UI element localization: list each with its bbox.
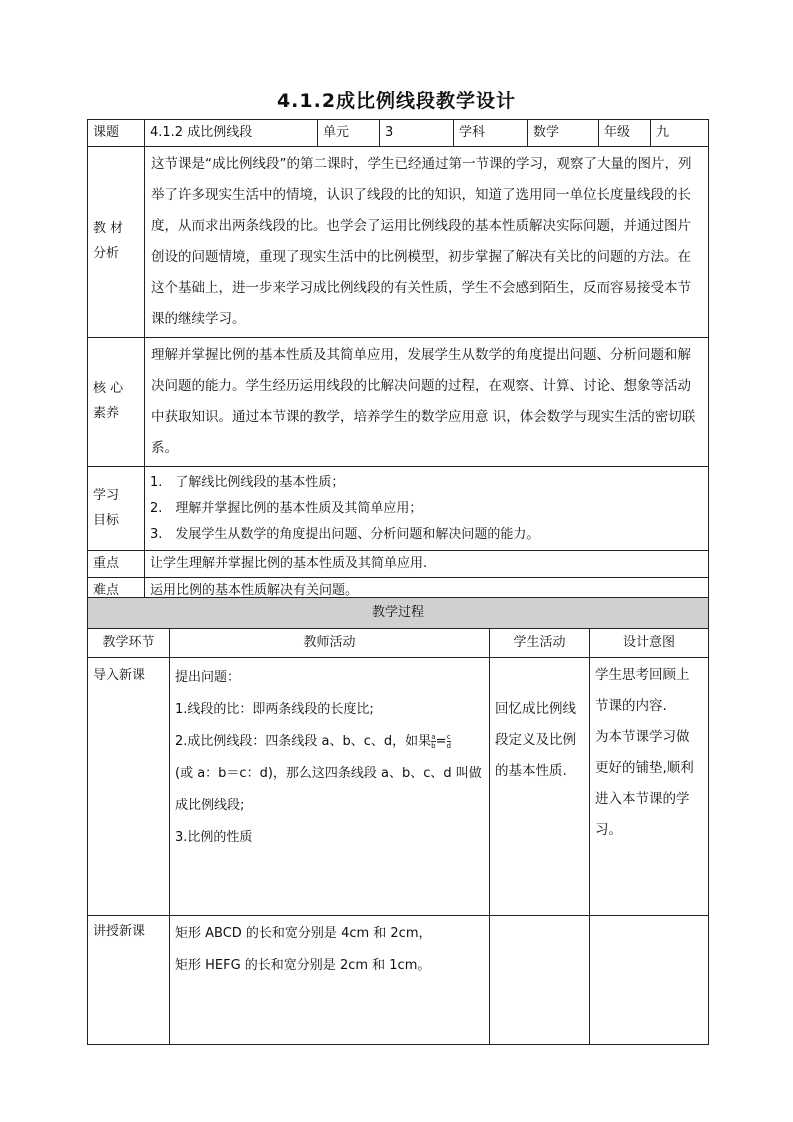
goal-item: 2. 理解并掌握比例的基本性质及其简单应用； bbox=[150, 500, 423, 516]
goal-item: 3. 发展学生从数学的角度提出问题、分析问题和解决问题的能力。 bbox=[150, 526, 540, 542]
intro-teacher-line: 3.比例的性质 bbox=[175, 830, 253, 845]
analysis-label bbox=[88, 147, 145, 338]
intro-stage: 导入新课 bbox=[88, 658, 170, 916]
fraction-denominator: b bbox=[431, 742, 436, 750]
fraction-c-d bbox=[447, 733, 451, 750]
fraction-denominator: d bbox=[446, 742, 451, 750]
fraction-numerator: a bbox=[431, 733, 436, 741]
equals-sign: = bbox=[435, 734, 447, 749]
intro-teacher-line: (或 a：b＝c：d)，那么这四条线段 a、b、c、d 叫做 bbox=[175, 766, 482, 781]
grade-label: 年级 bbox=[599, 120, 651, 147]
new-intent bbox=[590, 916, 709, 1045]
intro-teacher bbox=[170, 658, 490, 916]
literacy-text: 理解并掌握比例的基本性质及其简单应用，发展学生从数学的角度提出问题、分析问题和解决问题的能力。学生经历运用线段的比解决问题的过程，在观察、计算、讨论、想象等活动中获取知识。通过本节课的教学，培养学生的数学应用意 识，体会数学与现实生活的密切联系。 bbox=[145, 338, 709, 467]
intro-intent-line: 节课的内容. bbox=[595, 698, 667, 714]
unit-label: 单元 bbox=[318, 120, 380, 147]
intro-student-line: 回忆成比例线 bbox=[495, 701, 576, 717]
literacy-label-line-1: 核 心 bbox=[93, 381, 124, 397]
column-header-teacher: 教师活动 bbox=[170, 629, 490, 658]
process-table bbox=[87, 597, 709, 1045]
new-teacher-line: 矩形 HEFG 的长和宽分别是 2cm 和 1cm。 bbox=[175, 958, 431, 973]
intro-teacher-line: 1.线段的比：即两条线段的长度比; bbox=[175, 702, 374, 717]
intro-teacher-text: 2.成比例线段：四条线段 a、b、c、d，如果 bbox=[175, 734, 432, 749]
analysis-text: 这节课是“成比例线段”的第二课时，学生已经通过第一节课的学习，观察了大量的图片，列举了许多现实生活中的情境，认识了线段的比的知识，知道了选用同一单位长度量线段的长度，从而求出两条线段的比。也学会了运用比例线段的基本性质解决实际问题，并通过图片创设的问题情境，重现了现实生活中的比例模型，初步掌握了解决有关比的问题的方法。在这个基础上，进一步来学习成比例线段的有关性质，学生不会感到陌生，反而容易接受本节课的继续学习。 bbox=[145, 147, 709, 338]
intro-intent-line: 为本节课学习做 bbox=[595, 729, 690, 745]
goals-list bbox=[145, 467, 709, 551]
intro-intent-line: 习。 bbox=[595, 822, 622, 838]
grade-value: 九 bbox=[651, 120, 709, 147]
literacy-label bbox=[88, 338, 145, 467]
goal-item: 1. 了解线比例线段的基本性质； bbox=[150, 474, 345, 490]
intro-teacher-line bbox=[175, 726, 484, 758]
info-table bbox=[87, 119, 709, 605]
column-header-stage: 教学环节 bbox=[88, 629, 170, 658]
column-header-intent: 设计意图 bbox=[590, 629, 709, 658]
literacy-label-line-2: 素养 bbox=[93, 406, 120, 421]
intro-teacher-line: 成比例线段; bbox=[175, 798, 245, 813]
intro-student-line: 段定义及比例 bbox=[495, 732, 576, 748]
fraction-numerator: c bbox=[446, 733, 451, 741]
unit-value: 3 bbox=[380, 120, 454, 147]
new-stage: 讲授新课 bbox=[88, 916, 170, 1045]
subject-value: 数学 bbox=[528, 120, 599, 147]
goals-label-line-1: 学习 bbox=[93, 487, 120, 503]
intro-student bbox=[490, 658, 590, 916]
intro-intent-line: 进入本节课的学 bbox=[595, 791, 690, 807]
analysis-label-line-2: 分析 bbox=[93, 246, 120, 261]
key-text: 让学生理解并掌握比例的基本性质及其简单应用. bbox=[145, 551, 709, 578]
new-student bbox=[490, 916, 590, 1045]
intro-intent bbox=[590, 658, 709, 916]
topic-value: 4.1.2 成比例线段 bbox=[145, 120, 318, 147]
goals-label-line-2: 目标 bbox=[93, 512, 120, 528]
intro-teacher-line: 提出问题： bbox=[175, 670, 241, 685]
difficulty-label: 难点 bbox=[88, 578, 145, 605]
intro-intent-line: 学生思考回顾上 bbox=[595, 667, 690, 683]
column-header-student: 学生活动 bbox=[490, 629, 590, 658]
new-teacher bbox=[170, 916, 490, 1045]
analysis-label-line-1: 教 材 bbox=[93, 221, 124, 237]
subject-label: 学科 bbox=[454, 120, 528, 147]
new-teacher-line: 矩形 ABCD 的长和宽分别是 4cm 和 2cm， bbox=[175, 926, 432, 941]
process-header: 教学过程 bbox=[88, 598, 709, 629]
key-label: 重点 bbox=[88, 551, 145, 578]
topic-label: 课题 bbox=[88, 120, 145, 147]
difficulty-text: 运用比例的基本性质解决有关问题。 bbox=[145, 578, 709, 605]
intro-student-line: 的基本性质. bbox=[495, 763, 567, 779]
document-title: 4.1.2成比例线段教学设计 bbox=[276, 90, 517, 112]
goals-label bbox=[88, 467, 145, 551]
intro-intent-line: 更好的铺垫,顺利 bbox=[595, 760, 694, 776]
